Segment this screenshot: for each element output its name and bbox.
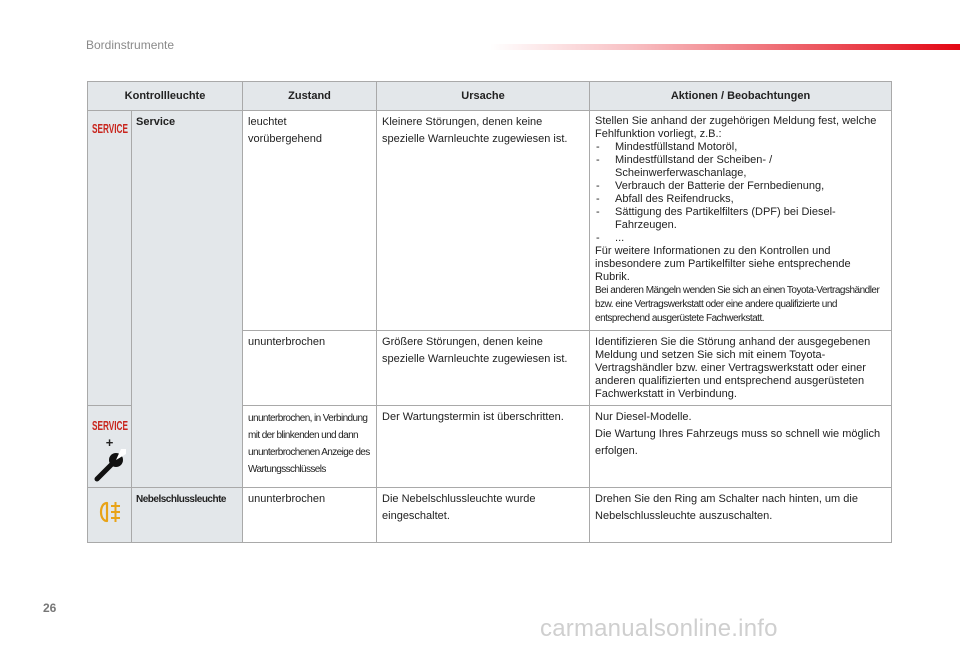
fog-icon-cell: [88, 488, 132, 543]
service-icon-label: SERVICE: [91, 419, 128, 433]
zustand-cell: ununterbrochen: [243, 488, 377, 543]
column-header-zustand: Zustand: [243, 82, 377, 111]
warning-light-name-service: Service: [136, 116, 176, 128]
list-item: - Mindestfüllstand Motoröl,: [595, 141, 886, 154]
service-name-cell: [132, 111, 243, 488]
list-item: - Sättigung des Partikelfilters (DPF) bei Diesel-Fahrzeugen.: [595, 206, 886, 232]
warning-lights-table: [87, 81, 892, 543]
ursache-cell: Größere Störungen, denen keine spezielle Warnleuchte zugewiesen ist.: [377, 331, 590, 406]
rear-fog-light-icon: [95, 500, 125, 524]
aktion-more-info: Für weitere Informationen zu den Kontrollen und insbesondere zum Partikelfilter siehe entsprechende Rubrik.: [595, 245, 851, 283]
list-item: - ...: [595, 232, 886, 245]
list-item: - Verbrauch der Batterie der Fernbedienung,: [595, 180, 886, 193]
list-item: - Mindestfüllstand der Scheiben- / Scheinwerferwaschanlage,: [595, 154, 886, 180]
wrench-icon: [93, 451, 127, 483]
aktion-intro: Stellen Sie anhand der zugehörigen Meldung fest, welche Fehlfunktion vorliegt, z.B.:: [595, 115, 877, 140]
table-row: [88, 488, 892, 543]
aktion-cell: [590, 111, 892, 331]
zustand-text: ununterbrochen, in Verbindung mit der blinkenden und dann ununterbrochenen Anzeige des Wartungsschlüssels: [248, 413, 370, 475]
aktion-line2: Die Wartung Ihres Fahrzeugs muss so schnell wie möglich erfolgen.: [595, 428, 881, 457]
service-icon-cell: [88, 111, 132, 406]
zustand-line1: leuchtet: [248, 116, 287, 128]
aktion-cell: Identifizieren Sie die Störung anhand der ausgegebenen Meldung und setzen Sie sich mit einem Toyota-Vertragshändler bzw. einer Vertragswerkstatt oder einer anderen qualifizierten und entsprechend ausgerüsteten Fachwerkstatt in Verbindung.: [590, 331, 892, 406]
zustand-cell: [243, 406, 377, 488]
watermark: carmanualsonline.info: [540, 615, 778, 642]
service-icon-label: SERVICE: [91, 122, 128, 136]
service-warning-icon: [91, 418, 129, 432]
table-row: [88, 111, 892, 331]
ursache-cell: Kleinere Störungen, denen keine spezielle Warnleuchte zugewiesen ist.: [377, 111, 590, 331]
ursache-cell: Die Nebelschlussleuchte wurde eingeschaltet.: [377, 488, 590, 543]
check-list: [595, 141, 886, 245]
section-title: Bordinstrumente: [86, 38, 175, 52]
aktion-note: Bei anderen Mängeln wenden Sie sich an einen Toyota-Vertragshändler bzw. eine Vertragswerkstatt oder eine andere qualifizierte und entsprechend ausgerüstete Fachwerkstatt.: [595, 285, 880, 324]
column-header-kontrollleuchte: Kontrollleuchte: [88, 82, 243, 111]
column-header-ursache: Ursache: [377, 82, 590, 111]
table-header-row: [88, 82, 892, 111]
aktion-line1: Nur Diesel-Modelle.: [595, 411, 692, 423]
header-accent-bar: [490, 44, 960, 50]
column-header-aktionen: Aktionen / Beobachtungen: [590, 82, 892, 111]
fog-name-cell: [132, 488, 243, 543]
service-wrench-icon-cell: [88, 406, 132, 488]
zustand-cell: [243, 111, 377, 331]
warning-light-name-fog: Nebelschlussleuchte: [136, 494, 226, 505]
aktion-cell: Drehen Sie den Ring am Schalter nach hinten, um die Nebelschlussleuchte auszuschalten.: [590, 488, 892, 543]
page-number: 26: [43, 601, 57, 615]
service-warning-icon: [91, 121, 129, 135]
list-item: - Abfall des Reifendrucks,: [595, 193, 886, 206]
zustand-cell: ununterbrochen: [243, 331, 377, 406]
aktion-cell: [590, 406, 892, 488]
zustand-line2: vorübergehend: [248, 133, 323, 145]
plus-sign: +: [105, 435, 114, 450]
ursache-cell: Der Wartungstermin ist überschritten.: [377, 406, 590, 488]
